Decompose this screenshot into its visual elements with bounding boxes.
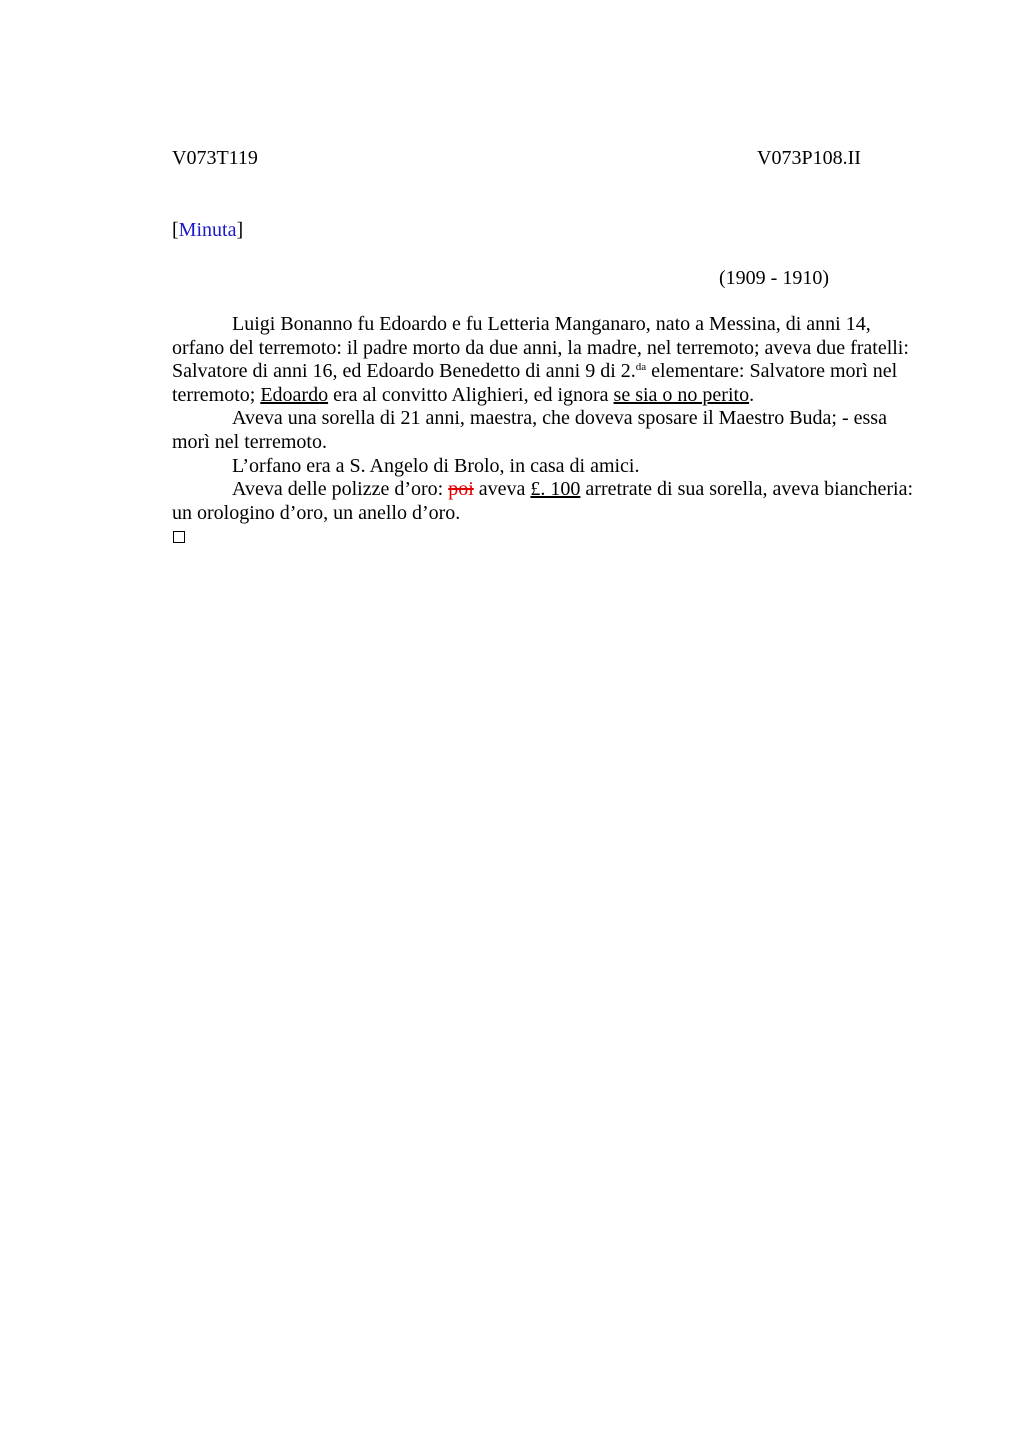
paragraph-1 [172,313,917,407]
open-bracket: [ [172,219,179,241]
p1-underlined-edoardo: Edoardo [260,383,329,406]
document-body [172,313,917,525]
p4-text-c: arretrate di sua sorella, aveva biancheria: un orologino d’oro, un anello d’oro. [172,478,914,524]
p1-text-b: elementare: Salvatore morì nel terremoto; [172,360,898,406]
document-date: (1909 - 1910) [719,267,829,289]
p4-underlined-amount: £. 100 [530,478,581,501]
p1-text-c: era al convitto Alighieri, ed ignora [328,383,614,406]
p4-text-b: aveva [473,478,531,501]
paragraph-4 [172,478,917,525]
p4-deleted-word: poi [448,478,474,501]
p4-text-a: Aveva delle polizze d’oro: [232,478,449,501]
p1-underlined-perito: se sia o no perito [613,383,750,406]
p1-text-a: Luigi Bonanno fu Edoardo e fu Letteria Manganaro, nato a Messina, di anni 14, orfano del terremoto: il padre morto da due anni, la madre, nel terremoto; aveva due fratelli: Salvatore di anni 16, ed Edoardo Benedetto di anni 9 di 2. [172,313,909,383]
close-bracket: ] [236,219,244,241]
p1-superscript: da [635,361,647,374]
minuta-link[interactable]: Minuta [178,219,237,241]
document-code-left: V073T119 [172,147,258,169]
p1-text-d: . [749,383,755,406]
paragraph-3: L’orfano era a S. Angelo di Brolo, in casa di amici. [232,454,640,477]
document-type [172,218,243,242]
document-code-right: V073P108.II [757,147,861,169]
paragraph-2: Aveva una sorella di 21 anni, maestra, che doveva sposare il Maestro Buda; - essa morì nel terremoto. [172,407,887,453]
end-marker-box-icon [173,531,185,543]
